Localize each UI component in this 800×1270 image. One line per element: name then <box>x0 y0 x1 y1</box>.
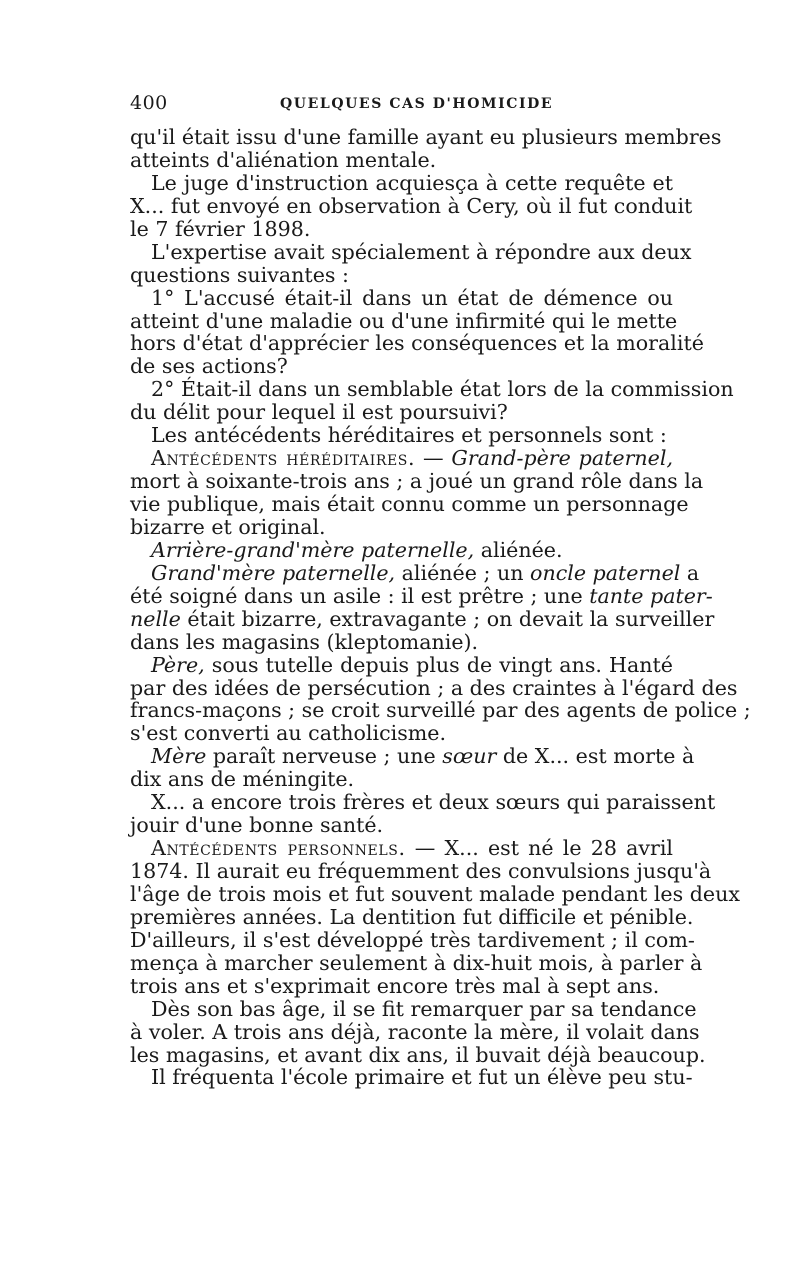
text-line: dans les magasins (kleptomanie). <box>130 629 479 654</box>
text-line: 1874. Il aurait eu fréquemment des convulsions jusqu'à <box>130 859 712 883</box>
grandfather-label: Grand-père paternel, <box>451 446 673 471</box>
text-line: mença à marcher seulement à dix-huit mois, à parler à <box>130 950 703 975</box>
mother-label: Mère <box>151 744 207 769</box>
grandmother-label: Grand'mère paternelle, <box>151 560 396 585</box>
text-line: par des idées de persécution ; a des craintes à l'égard des <box>130 675 738 700</box>
text-line: le 7 février 1898. <box>130 216 311 241</box>
text-line: premières années. La dentition fut difficile et pénible. <box>130 904 694 929</box>
paragraph-start: Dès son bas âge, il se fit remarquer par sa tendance <box>151 996 697 1021</box>
text-line: nelle était bizarre, extravagante ; on devait la surveiller <box>130 606 715 631</box>
text-line: D'ailleurs, il s'est développé très tardivement ; il com- <box>130 927 695 952</box>
text-line: hors d'état d'apprécier les conséquences et la moralité <box>130 331 704 356</box>
text-line: Grand'mère paternelle, aliénée ; un oncle paternel a <box>151 560 700 585</box>
text-line: trois ans et s'exprimait encore très mal à sept ans. <box>130 973 660 998</box>
text-line: de ses actions? <box>130 354 288 379</box>
text-line: Père, sous tutelle depuis plus de vingt ans. Hanté <box>151 652 673 677</box>
text-line: atteint d'une maladie ou d'une infirmité qui le mette <box>130 308 678 333</box>
text-line: du délit pour lequel il est poursuivi? <box>130 400 508 425</box>
aunt-label: tante pater- <box>589 583 713 608</box>
text-line: atteints d'aliénation mentale. <box>130 147 437 172</box>
body-text <box>130 125 751 1090</box>
section-heading-personal: Antécédents personnels. <box>151 836 406 861</box>
uncle-label: oncle paternel <box>530 560 681 585</box>
great-grandmother-label: Arrière-grand'mère paternelle, <box>151 537 475 562</box>
page-header <box>130 92 673 118</box>
text-line: questions suivantes : <box>130 262 349 287</box>
text-line: bizarre et original. <box>130 514 326 539</box>
running-title: QUELQUES CAS D'HOMICIDE <box>280 96 554 112</box>
text-line: X... fut envoyé en observation à Cery, où il fut conduit <box>130 193 693 218</box>
question-1: 1° L'accusé était-il dans un état de démence ou <box>151 285 673 310</box>
text-line: les magasins, et avant dix ans, il buvait déjà beaucoup. <box>130 1042 706 1067</box>
sister-label: sœur <box>442 744 497 769</box>
text-line: vie publique, mais était connu comme un personnage <box>130 492 689 516</box>
text-line: qu'il était issu d'une famille ayant eu plusieurs membres <box>130 125 722 149</box>
text-line: francs-maçons ; se croit surveillé par des agents de police ; <box>130 698 751 723</box>
text-line: l'âge de trois mois et fut souvent malade pendant les deux <box>130 881 740 906</box>
text-line: Mère paraît nerveuse ; une sœur de X... est morte à <box>151 744 695 769</box>
text-line: jouir d'une bonne santé. <box>130 813 384 838</box>
paragraph-start: Il fréquenta l'école primaire et fut un élève peu stu- <box>151 1065 693 1090</box>
paragraph-start: Les antécédents héréditaires et personnels sont : <box>151 423 667 448</box>
paragraph-start: Le juge d'instruction acquiesça à cette requête et <box>151 170 673 195</box>
text-line: été soigné dans un asile : il est prêtre ; une tante pater- <box>130 583 713 608</box>
text-line: à voler. A trois ans déjà, raconte la mère, il volait dans <box>130 1019 700 1044</box>
text-line: s'est converti au catholicisme. <box>130 721 447 746</box>
text-line: Arrière-grand'mère paternelle, aliénée. <box>151 537 563 562</box>
section-hereditary: Antécédents héréditaires. — Grand-père paternel, <box>151 446 673 471</box>
text-line: dix ans de méningite. <box>130 767 355 792</box>
paragraph-start: X... a encore trois frères et deux sœurs qui paraissent <box>151 790 716 815</box>
section-personal: Antécédents personnels. — X... est né le 28 avril <box>151 836 674 861</box>
father-label: Père, <box>151 652 205 677</box>
question-2: 2° Était-il dans un semblable état lors de la commission <box>151 377 734 402</box>
page-number: 400 <box>130 92 168 114</box>
text-line: mort à soixante-trois ans ; a joué un grand rôle dans la <box>130 469 704 494</box>
section-heading-hereditary: Antécédents héréditaires. <box>151 446 416 471</box>
paragraph-start: L'expertise avait spécialement à répondre aux deux <box>151 239 692 264</box>
